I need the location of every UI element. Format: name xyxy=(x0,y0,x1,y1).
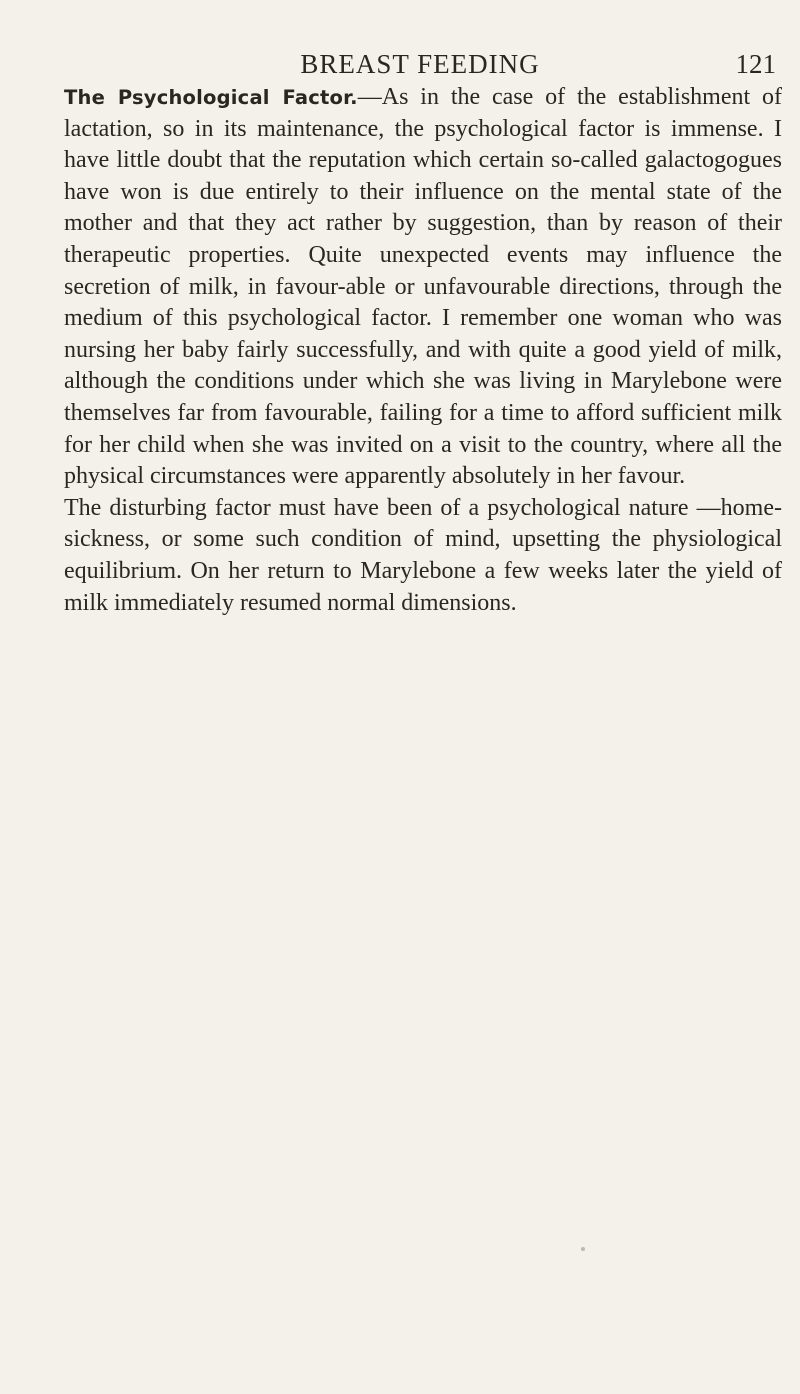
paragraph xyxy=(64,82,782,493)
page-number: 121 xyxy=(735,49,776,79)
running-head xyxy=(64,46,776,82)
body-text xyxy=(64,82,782,619)
paragraph xyxy=(64,493,782,619)
paragraph-text: The disturbing factor must have been of a psychological nature —home-sickness, or some such condition of mind, upsetting the physiological equilibrium. On her return to Marylebone a few weeks later the yield of milk immediately resumed normal dimensions. xyxy=(64,494,782,616)
running-title: BREAST FEEDING xyxy=(300,49,540,79)
section-heading: The Psychological Factor. xyxy=(64,86,358,109)
paragraph-text: —As in the case of the establishment of lactation, so in its maintenance, the psychological factor is immense. I have little doubt that the reputation which certain so-called galactogogues have won is due entirely to their influence on the mental state of the mother and that they act rather by suggestion, than by reason of their therapeutic properties. Quite unexpected events may influence the secretion of milk, in favour-able or unfavourable directions, through the medium of this psychological factor. I remember one woman who was nursing her baby fairly successfully, and with quite a good yield of milk, although the conditions under which she was living in Marylebone were themselves far from favourable, failing for a time to afford sufficient milk for her child when she was invited on a visit to the country, where all the physical circumstances were apparently absolutely in her favour. xyxy=(64,84,782,490)
paper-speck xyxy=(581,1247,585,1251)
